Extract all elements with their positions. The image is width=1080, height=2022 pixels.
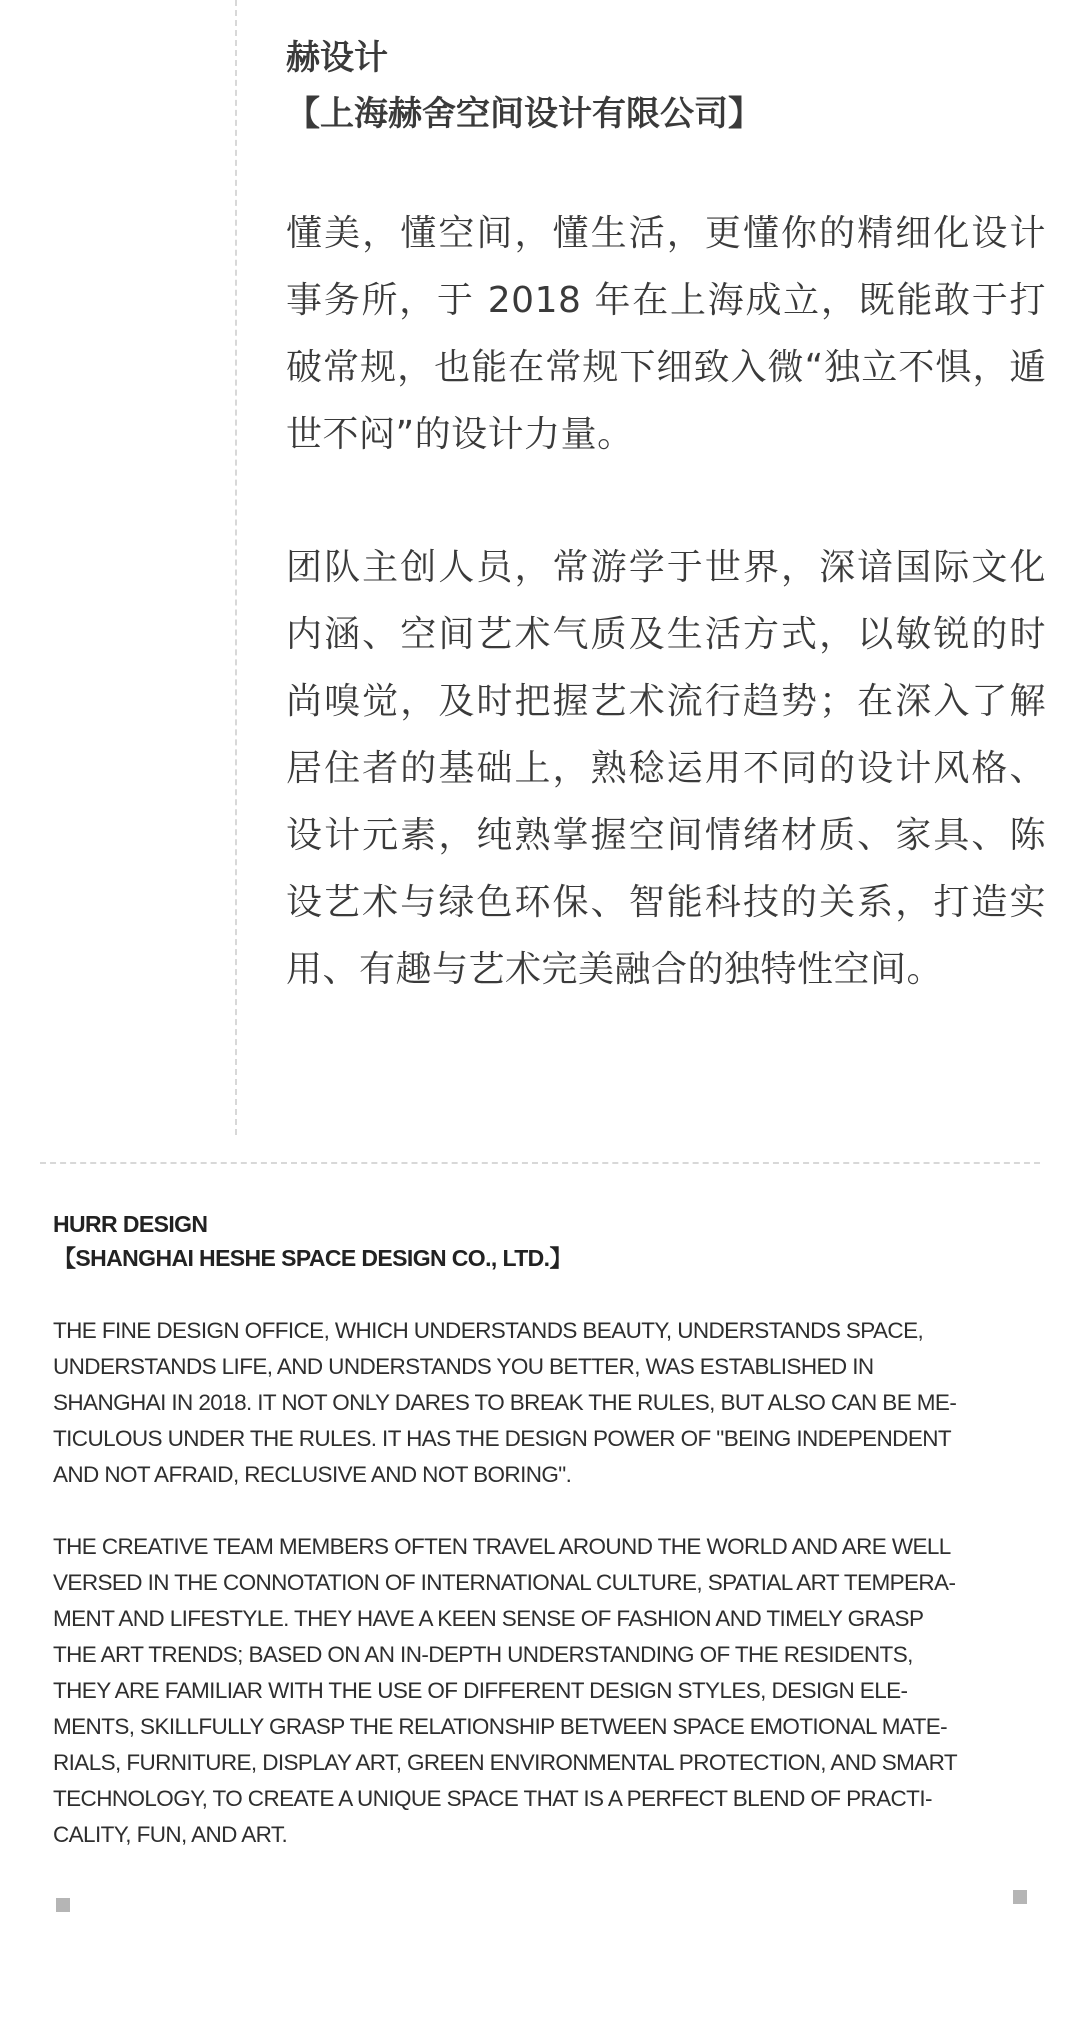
english-brand-name: HURR DESIGN <box>53 1211 208 1237</box>
text-line: VERSED IN THE CONNOTATION OF INTERNATIONAL CULTURE, SPATIAL ART TEMPERA- <box>53 1570 956 1595</box>
english-paragraph-1 <box>53 1313 1023 1493</box>
text-line: TICULOUS UNDER THE RULES. IT HAS THE DESIGN POWER OF "BEING INDEPENDENT <box>53 1426 952 1451</box>
text-line: THE ART TRENDS; BASED ON AN IN-DEPTH UNDERSTANDING OF THE RESIDENTS, <box>53 1642 913 1667</box>
text-line: AND NOT AFRAID, RECLUSIVE AND NOT BORING". <box>53 1462 572 1487</box>
english-company-name: 【SHANGHAI HESHE SPACE DESIGN CO., LTD.】 <box>53 1245 572 1271</box>
text-line: MENT AND LIFESTYLE. THEY HAVE A KEEN SENSE OF FASHION AND TIMELY GRASP <box>53 1606 924 1631</box>
text-line: TECHNOLOGY, TO CREATE A UNIQUE SPACE THAT IS A PERFECT BLEND OF PRACTI- <box>53 1786 932 1811</box>
chinese-paragraph-2: 团队主创人员，常游学于世界，深谙国际文化内涵、空间艺术气质及生活方式，以敏锐的时尚嗅觉，及时把握艺术流行趋势；在深入了解居住者的基础上，熟稔运用不同的设计风格、设计元素，纯熟掌握空间情绪材质、家具、陈设艺术与绿色环保、智能科技的关系，打造实用、有趣与艺术完美融合的独特性空间。 <box>286 547 1046 990</box>
corner-square-marker-right <box>1013 1890 1027 1904</box>
chinese-company-name: 【上海赫舍空间设计有限公司】 <box>286 94 762 134</box>
text-line: CALITY, FUN, AND ART. <box>53 1822 288 1847</box>
english-intro-section <box>53 1207 1023 1853</box>
text-line: MENTS, SKILLFULLY GRASP THE RELATIONSHIP BETWEEN SPACE EMOTIONAL MATE- <box>53 1714 948 1739</box>
text-line: UNDERSTANDS LIFE, AND UNDERSTANDS YOU BETTER, WAS ESTABLISHED IN <box>53 1354 874 1379</box>
vertical-dashed-divider <box>235 0 237 1135</box>
chinese-paragraph-1: 懂美，懂空间，懂生活，更懂你的精细化设计事务所，于 2018 年在上海成立，既能敢于打破常规，也能在常规下细致入微“独立不惧，遁世不闷”的设计力量。 <box>286 213 1046 455</box>
corner-square-marker-left <box>56 1898 70 1912</box>
text-line: THE FINE DESIGN OFFICE, WHICH UNDERSTANDS BEAUTY, UNDERSTANDS SPACE, <box>53 1318 924 1343</box>
chinese-brand-name: 赫设计 <box>286 38 388 78</box>
text-line: SHANGHAI IN 2018. IT NOT ONLY DARES TO BREAK THE RULES, BUT ALSO CAN BE ME- <box>53 1390 957 1415</box>
text-line: RIALS, FURNITURE, DISPLAY ART, GREEN ENVIRONMENTAL PROTECTION, AND SMART <box>53 1750 958 1775</box>
text-line: THEY ARE FAMILIAR WITH THE USE OF DIFFERENT DESIGN STYLES, DESIGN ELE- <box>53 1678 908 1703</box>
chinese-intro-section <box>286 30 1046 1003</box>
english-paragraph-2 <box>53 1529 1023 1853</box>
text-line: THE CREATIVE TEAM MEMBERS OFTEN TRAVEL AROUND THE WORLD AND ARE WELL <box>53 1534 951 1559</box>
horizontal-dashed-divider <box>40 1162 1040 1164</box>
